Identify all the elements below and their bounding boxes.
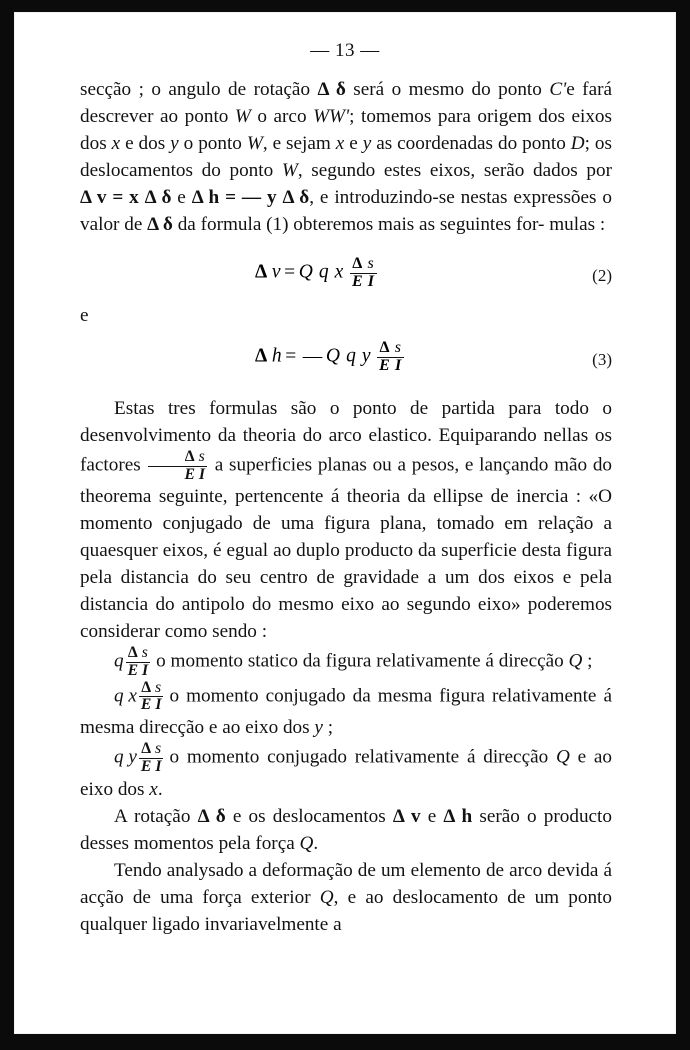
- p1-point-w2: W: [246, 133, 263, 154]
- eq3-rhs-terms: Q q y: [325, 345, 372, 367]
- p4-lead-expression: [114, 680, 165, 714]
- p5-frac-den: E I: [140, 757, 162, 775]
- eq2-fraction: [350, 256, 377, 291]
- p3-text: o momento statico da figura relativamente á direcção: [156, 650, 569, 672]
- p1-text-f: origem dos eixos dos: [80, 106, 612, 154]
- paragraph-2: [80, 395, 612, 645]
- p4-lead-var: q x: [114, 685, 137, 707]
- paragraph-4: [80, 680, 612, 741]
- p5-frac-num-var: s: [155, 740, 162, 758]
- p1-point-w3: W: [281, 160, 298, 181]
- p1-arc-ww: WW': [313, 106, 350, 127]
- p3-direction-q: Q: [568, 650, 583, 672]
- eq3-equals: =: [285, 345, 297, 367]
- p1-text-l: ; os deslocamentos do ponto: [80, 133, 612, 181]
- eq2-frac-num-var: s: [367, 255, 375, 272]
- eq2-delta: Δ: [255, 261, 268, 283]
- p6-text-d: serão o producto desses momentos pela força: [80, 805, 612, 854]
- p3-tail: ;: [582, 650, 593, 672]
- p3-frac-num-var: s: [141, 644, 148, 662]
- p3-frac-den: E I: [127, 662, 149, 680]
- p1-text-q: da formula (1) obteremos mais as seguintes for-: [172, 214, 545, 235]
- p1-text-o: , e introduzindo-se nestas expressões o valor: [80, 187, 612, 235]
- p4-fraction: [139, 680, 164, 714]
- p4-axis-y: y: [314, 717, 323, 739]
- eq2-frac-num-delta: Δ: [352, 255, 363, 272]
- p4-text: o momento conjugado da mesma figura relativamente á mesma direcção e ao eixo dos: [80, 685, 612, 739]
- p5-frac-num-delta: Δ: [141, 740, 152, 758]
- p5-lead-expression: [114, 741, 165, 775]
- p2-frac-num-var: s: [198, 448, 205, 465]
- paragraph-7: [80, 857, 612, 938]
- p1-delta-1: Δ δ: [317, 79, 346, 100]
- p2-frac-num-delta: Δ: [184, 448, 195, 465]
- p1-axis-x: x: [111, 133, 121, 154]
- p5-fraction: [139, 741, 164, 775]
- p1-text-m: , segundo estes eixos, serão dados por: [297, 160, 613, 181]
- p6-displacement-dh: Δ h: [443, 805, 473, 827]
- p1-text-a: secção ; o angulo de rotação: [80, 79, 318, 100]
- text-column: [80, 76, 612, 938]
- eq3-lhs-var: h: [271, 345, 283, 367]
- eq3-delta: Δ: [255, 345, 268, 367]
- p1-axis-y2: y: [362, 133, 372, 154]
- p3-lead-expression: [114, 645, 152, 679]
- page-folio: — 13 —: [310, 40, 380, 61]
- p6-text-a: A rotação: [114, 805, 198, 827]
- p4-frac-num-delta: Δ: [141, 678, 152, 696]
- p1-point-c: C': [549, 79, 567, 100]
- p3-frac-num-delta: Δ: [127, 644, 138, 662]
- p5-lead-var: q y: [114, 746, 137, 768]
- p1-eq-dh: Δ h = — y Δ δ: [191, 187, 310, 208]
- equation-2-row: [80, 254, 612, 302]
- p1-text-g: e dos: [120, 133, 171, 154]
- equation-2-number: (2): [592, 266, 612, 285]
- eq3-frac-den: E I: [379, 356, 402, 374]
- p4-frac-den: E I: [140, 696, 162, 714]
- paragraph-3: [80, 645, 612, 679]
- p4-frac-num-var: s: [155, 678, 162, 696]
- p1-text-p: de: [124, 214, 148, 235]
- p2-frac-den: E I: [148, 466, 207, 484]
- equation-2-body: [255, 256, 379, 291]
- p1-axis-x2: x: [335, 133, 345, 154]
- p7-force-q: Q: [319, 886, 334, 908]
- eq3-frac-num-var: s: [394, 339, 402, 356]
- p1-text-e: ; tomemos para: [349, 106, 471, 127]
- eq3-minus-sign: —: [302, 345, 323, 367]
- eq3-fraction: [377, 340, 404, 375]
- p5-axis-x: x: [149, 778, 158, 800]
- equation-3-row: [80, 338, 612, 386]
- p6-text-e: .: [313, 832, 319, 854]
- paragraph-5: [80, 741, 612, 802]
- equation-3-body: [255, 340, 406, 375]
- p2-inline-fraction: [148, 449, 207, 483]
- p2-text-b: a superficies planas ou a pesos, e lançando mão do theorema seguinte, pertencente á theoria da ellipse de inercia : «O momento conjugado de uma figura plana, tomado em relação a quaesquer eixos, é egual ao duplo producto da superficie desta figura pela distancia do seu centro de gravidade a um dos eixos e pela distancia do antipolo do mesmo eixo ao segundo eixo» poderemos considerar como sendo :: [80, 454, 613, 643]
- p1-text-i: , e sejam: [262, 133, 336, 154]
- p7-text-b: , e ao deslocamento de um ponto qualquer ligado invariavelmente a: [80, 886, 612, 935]
- eq2-lhs-var: v: [271, 261, 282, 283]
- p1-text-d: o arco: [250, 106, 314, 127]
- p1-text-j: e: [344, 133, 358, 154]
- eq2-equals: =: [284, 261, 296, 283]
- p1-point-d: D: [570, 133, 585, 154]
- p1-text-k: as coordenadas do ponto: [371, 133, 571, 154]
- p3-fraction: [126, 645, 151, 679]
- p2-text-a: Estas tres formulas são o ponto de partida para todo o desenvolvimento da theoria do arco elastico. Equiparando nellas os factores: [80, 398, 612, 476]
- p5-text-2: e ao eixo dos: [80, 746, 612, 800]
- p5-text: o momento conjugado relativamente á direcção: [169, 746, 556, 768]
- connective-e: e: [80, 305, 89, 326]
- paragraph-1: [80, 76, 612, 238]
- p6-text-c: e: [420, 805, 444, 827]
- paragraph-6: [80, 803, 612, 857]
- p6-rotation-delta: Δ δ: [197, 805, 226, 827]
- p1-delta-2: Δ δ: [147, 214, 173, 235]
- eq2-frac-den: E I: [351, 272, 375, 290]
- p1-text-n: e: [171, 187, 186, 208]
- p6-displacement-dv: Δ v: [392, 805, 421, 827]
- eq2-rhs-terms: Q q x: [298, 261, 344, 283]
- p3-lead-var: q: [114, 650, 124, 672]
- equation-3-number: (3): [592, 350, 612, 369]
- p4-tail: ;: [322, 717, 334, 739]
- p5-tail: .: [157, 778, 163, 800]
- page-sheet: [14, 12, 676, 1034]
- p1-text-h: o ponto: [178, 133, 247, 154]
- p7-text-a: Tendo analysado a deformação de um elemento de arco devida á acção de uma força exterior: [80, 859, 612, 908]
- p1-text-b: será o mesmo do ponto: [345, 79, 550, 100]
- p5-direction-q: Q: [555, 746, 570, 768]
- eq3-frac-num-delta: Δ: [379, 339, 391, 356]
- p6-text-b: e os deslocamentos: [225, 805, 393, 827]
- p1-eq-dv: Δ v = x Δ δ: [80, 187, 172, 208]
- p1-text-r: mulas :: [549, 214, 606, 235]
- p1-axis-y: y: [170, 133, 179, 154]
- p6-force-q: Q: [299, 832, 314, 854]
- p1-text-c: e fará descrever ao ponto: [80, 79, 612, 127]
- p1-point-w: W: [234, 106, 251, 127]
